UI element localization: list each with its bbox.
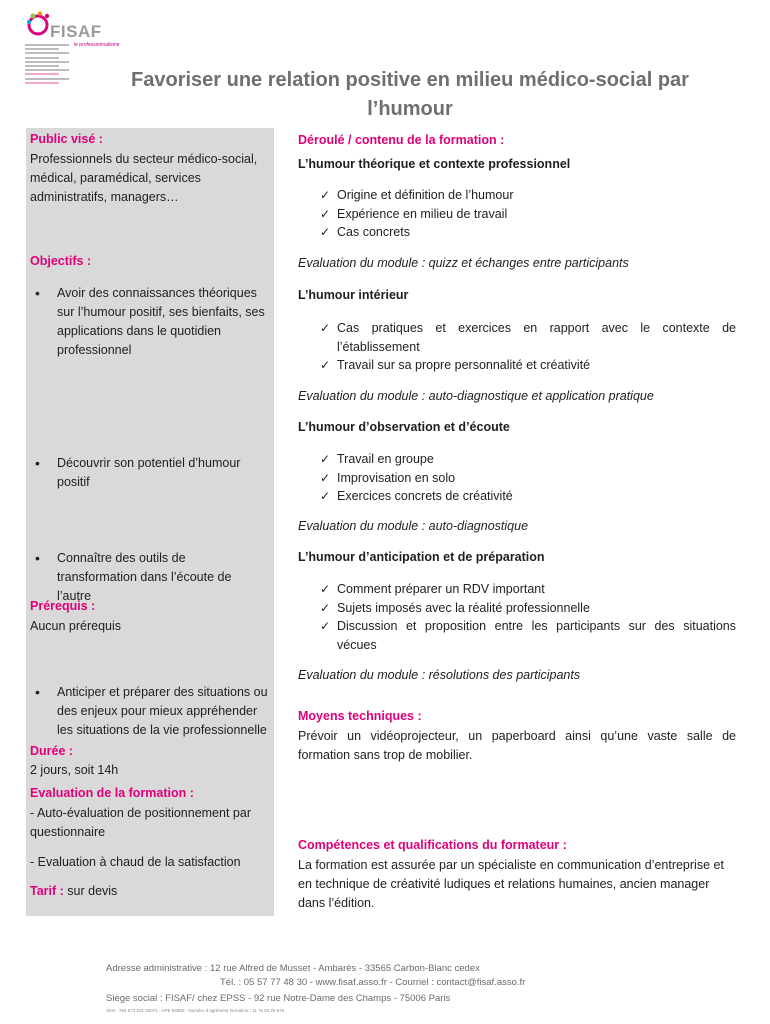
- module-item: ✓ Discussion et proposition entre les participants sur des situations vécues: [320, 619, 736, 652]
- evaluation-label: Evaluation de la formation :: [30, 786, 194, 800]
- objectif-item: • Découvrir son potentiel d’humour positif: [30, 454, 268, 492]
- module-title: L’humour d’observation et d’écoute: [298, 420, 510, 434]
- check-icon: ✓: [320, 358, 331, 372]
- module-items: [298, 450, 736, 506]
- check-icon: ✓: [320, 321, 331, 335]
- tarif-row: [30, 882, 117, 901]
- duree-label: Durée :: [30, 744, 74, 758]
- title-line-1: Favoriser une relation positive en milieu médico-social par: [131, 69, 689, 91]
- check-icon: ✓: [320, 619, 331, 633]
- prerequis-label: Prérequis :: [30, 599, 96, 613]
- module-evaluation: Evaluation du module : auto-diagnostique et application pratique: [298, 389, 654, 403]
- footer-address: Adresse administrative : 12 rue Alfred de Musset - Ambarès - 33565 Carbon-Blanc cedex: [106, 963, 480, 974]
- public-label: Public visé :: [30, 132, 103, 146]
- check-icon: ✓: [320, 206, 331, 221]
- logo-tagline: le professionnalisme: [74, 42, 120, 48]
- module-items: [298, 580, 736, 654]
- module-title: L’humour théorique et contexte professionnel: [298, 157, 571, 171]
- module-item: ✓ Sujets imposés avec la réalité professionnelle: [298, 599, 736, 618]
- module-item: ✓ Origine et définition de l’humour: [298, 186, 736, 205]
- competences-text: La formation est assurée par un spécialiste en communication d’entreprise et en technique de créativité ludiques et relations humaines, ancien manager dans l’édition.: [298, 858, 724, 910]
- competences-label: Compétences et qualifications du formateur :: [298, 838, 567, 852]
- module-item: ✓ Exercices concrets de créativité: [298, 487, 736, 506]
- footer-siege: Siège social : FISAF/ chez EPSS - 92 rue Notre-Dame des Champs - 75006 Paris: [106, 993, 451, 1004]
- module-item: ✓ Comment préparer un RDV important: [298, 580, 736, 599]
- check-icon: ✓: [320, 600, 331, 615]
- check-icon: ✓: [320, 582, 331, 596]
- check-icon: ✓: [320, 470, 331, 485]
- public-text: Professionnels du secteur médico-social, médical, paramédical, services administratifs, managers…: [30, 152, 258, 204]
- tarif-text: sur devis: [67, 884, 118, 898]
- module-item: ✓ Travail en groupe: [298, 450, 736, 469]
- duree-text: 2 jours, soit 14h: [30, 763, 119, 777]
- logo-decoration: [25, 44, 69, 86]
- evaluation-item: - Auto-évaluation de positionnement par questionnaire: [30, 806, 251, 839]
- tarif-label: Tarif :: [30, 884, 64, 898]
- check-icon: ✓: [320, 452, 331, 466]
- objectif-item: • Connaître des outils de transformation dans l’écoute de l’autre: [30, 549, 256, 606]
- module-item: ✓ Travail sur sa propre personnalité et créativité: [298, 356, 736, 375]
- footer-contact: Tél. : 05 57 77 48 30 - www.fisaf.asso.fr - Courriel : contact@fisaf.asso.fr: [220, 977, 526, 988]
- module-evaluation: Evaluation du module : quizz et échanges entre participants: [298, 256, 629, 270]
- module-items: [298, 319, 736, 375]
- prerequis-text: Aucun prérequis: [30, 619, 122, 633]
- evaluation-item: - Evaluation à chaud de la satisfaction: [30, 855, 241, 869]
- footer-legal: Siret : 784 573 831 00071 - APE 9499Z - Numéro d’agrément formation : 11 75 04 25 875: [106, 1008, 285, 1013]
- logo-wordmark: FISAF: [50, 22, 102, 41]
- moyens-text: Prévoir un vidéoprojecteur, un paperboard ainsi qu’une vaste salle de formation sans trop de mobilier.: [298, 729, 736, 762]
- module-item: ✓ Cas concrets: [298, 223, 736, 242]
- deroule-label: Déroulé / contenu de la formation :: [298, 133, 505, 147]
- title-line-2: l’humour: [367, 98, 453, 120]
- moyens-label: Moyens techniques :: [298, 709, 422, 723]
- objectif-item: • Avoir des connaissances théoriques sur l’humour positif, ses bienfaits, ses applications dans le quotidien professionnel: [30, 284, 268, 360]
- module-title: L’humour d’anticipation et de préparation: [298, 550, 545, 564]
- module-item: ✓ Improvisation en solo: [298, 469, 736, 488]
- module-items: [298, 186, 736, 242]
- module-item: ✓ Cas pratiques et exercices en rapport avec le contexte de l’établissement: [320, 321, 736, 354]
- module-item: ✓ Expérience en milieu de travail: [298, 205, 736, 224]
- check-icon: ✓: [320, 188, 331, 202]
- check-icon: ✓: [320, 489, 331, 503]
- module-evaluation: Evaluation du module : auto-diagnostique: [298, 519, 529, 533]
- check-icon: ✓: [320, 225, 331, 239]
- objectif-item: • Anticiper et préparer des situations ou des enjeux pour mieux appréhender les situations de la vie professionnelle: [30, 683, 268, 740]
- page-title: [100, 66, 720, 124]
- module-evaluation: Evaluation du module : résolutions des participants: [298, 668, 581, 682]
- objectifs-label: Objectifs :: [30, 254, 92, 268]
- footer: [106, 962, 586, 1015]
- fisaf-logo: [20, 8, 120, 70]
- module-title: L’humour intérieur: [298, 288, 409, 302]
